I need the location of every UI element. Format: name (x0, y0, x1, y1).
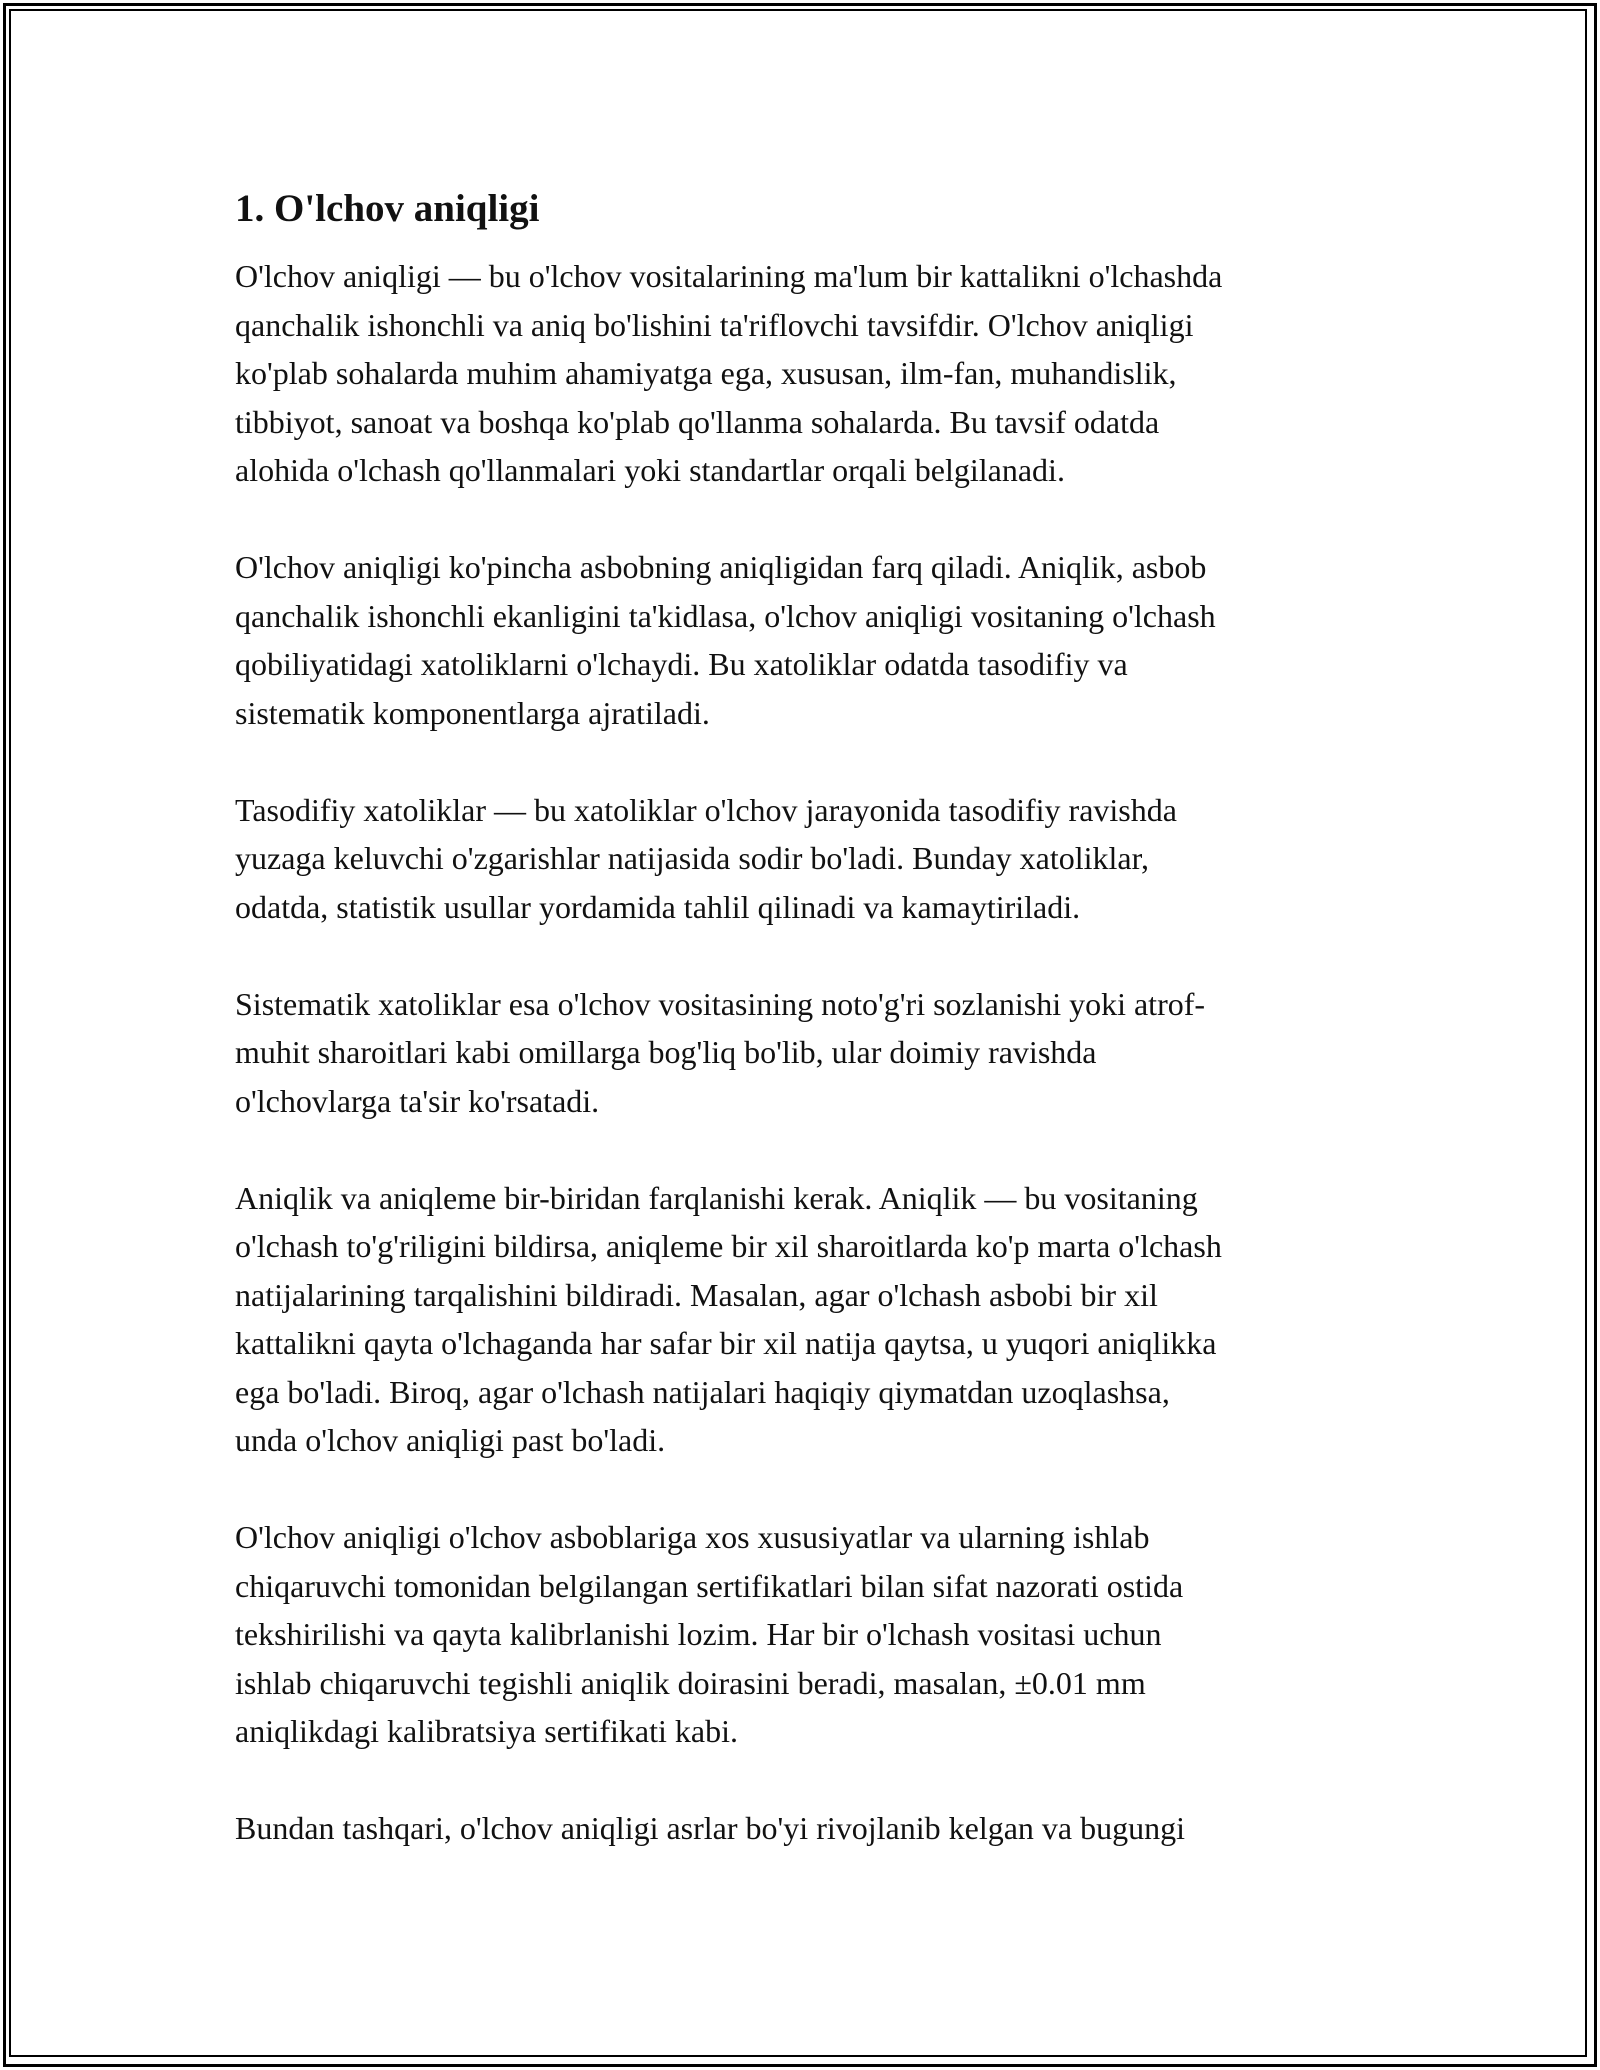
paragraph (235, 1513, 1385, 1756)
text-line: qobiliyatidagi xatoliklarni o'lchaydi. Bu xatoliklar odatda tasodifiy va (235, 646, 1128, 682)
text-line: yuzaga keluvchi o'zgarishlar natijasida sodir bo'ladi. Bunday xatoliklar, (235, 840, 1149, 876)
text-line: O'lchov aniqligi ko'pincha asbobning aniqligidan farq qiladi. Aniqlik, asbob (235, 549, 1207, 585)
text-line: o'lchovlarga ta'sir ko'rsatadi. (235, 1082, 600, 1119)
text-line: Sistematik xatoliklar esa o'lchov vositasining noto'g'ri sozlanishi yoki atrof- (235, 985, 1206, 1022)
paragraph (235, 1804, 1385, 1853)
text-line: Aniqlik va aniqleme bir-biridan farqlanishi kerak. Aniqlik — bu vositaning (235, 1179, 1198, 1216)
paragraph (235, 543, 1385, 737)
text-line: sistematik komponentlarga ajratiladi. (235, 694, 710, 731)
document-body (235, 184, 1385, 1853)
text-line: Bundan tashqari, o'lchov aniqligi asrlar bo'yi rivojlanib kelgan va bugungi (235, 1810, 1185, 1846)
text-line: qanchalik ishonchli va aniq bo'lishini ta'riflovchi tavsifdir. O'lchov aniqligi (235, 306, 1194, 343)
paragraph (235, 980, 1385, 1126)
text-line: muhit sharoitlari kabi omillarga bog'liq bo'lib, ular doimiy ravishda (235, 1034, 1097, 1070)
text-line: O'lchov aniqligi o'lchov asboblariga xos xususiyatlar va ularning ishlab (235, 1519, 1150, 1555)
text-line: ega bo'ladi. Biroq, agar o'lchash natijalari haqiqiy qiymatdan uzoqlashsa, (235, 1373, 1170, 1410)
paragraph (235, 1174, 1385, 1465)
paragraph (235, 786, 1385, 932)
paragraph (235, 252, 1385, 495)
section-heading: 1. O'lchov aniqligi (235, 187, 540, 230)
text-line: O'lchov aniqligi — bu o'lchov vositalarining ma'lum bir kattalikni o'lchashda (235, 258, 1223, 294)
text-line: qanchalik ishonchli ekanligini ta'kidlasa, o'lchov aniqligi vositaning o'lchash (235, 597, 1216, 634)
text-line: unda o'lchov aniqligi past bo'ladi. (235, 1422, 666, 1458)
text-line: ishlab chiqaruvchi tegishli aniqlik doirasini beradi, masalan, ±0.01 mm (235, 1664, 1146, 1701)
text-line: Tasodifiy xatoliklar — bu xatoliklar o'lchov jarayonida tasodifiy ravishda (235, 791, 1177, 828)
text-line: chiqaruvchi tomonidan belgilangan sertifikatlari bilan sifat nazorati ostida (235, 1567, 1184, 1604)
text-line: ko'plab sohalarda muhim ahamiyatga ega, xususan, ilm-fan, muhandislik, (235, 355, 1177, 391)
text-line: alohida o'lchash qo'llanmalari yoki standartlar orqali belgilanadi. (235, 452, 1065, 488)
text-line: tekshirilishi va qayta kalibrlanishi lozim. Har bir o'lchash vositasi uchun (235, 1616, 1162, 1652)
text-line: kattalikni qayta o'lchaganda har safar bir xil natija qaytsa, u yuqori aniqlikka (235, 1325, 1217, 1361)
text-line: odatda, statistik usullar yordamida tahlil qilinadi va kamaytiriladi. (235, 888, 1081, 925)
text-line: aniqlikdagi kalibratsiya sertifikati kabi. (235, 1713, 738, 1749)
text-line: o'lchash to'g'riligini bildirsa, aniqleme bir xil sharoitlarda ko'p marta o'lchash (235, 1228, 1222, 1264)
text-line: tibbiyot, sanoat va boshqa ko'plab qo'llanma sohalarda. Bu tavsif odatda (235, 403, 1160, 440)
text-line: natijalarining tarqalishini bildiradi. Masalan, agar o'lchash asbobi bir xil (235, 1276, 1158, 1313)
